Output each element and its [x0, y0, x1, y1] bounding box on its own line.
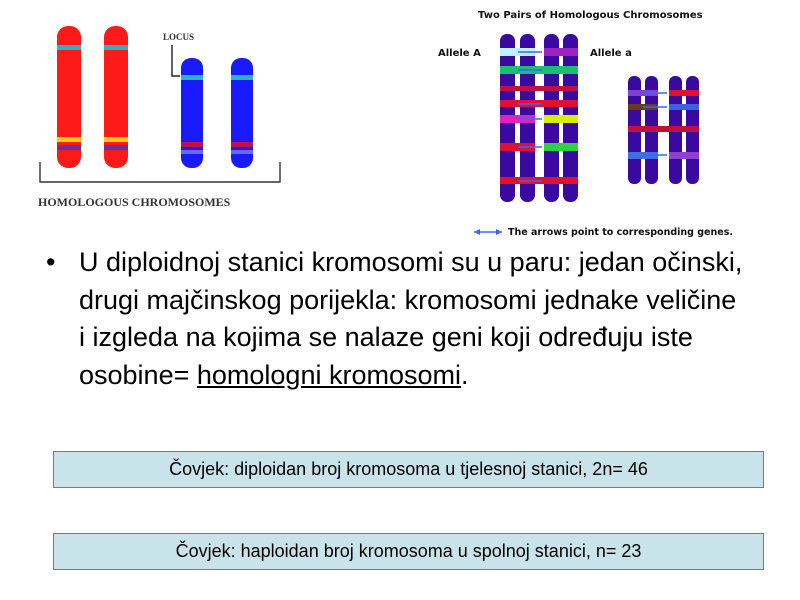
paragraph-text: U diploidnoj stanici kromosomi su u paru: jedan očinski, drugi majčinskog porijekla: kromosomi jednake veličine i izgleda na kojima se nalaze geni koji određuju iste osobine= — [79, 247, 743, 390]
two-pairs-figure — [430, 0, 770, 240]
diploid-info-box — [53, 451, 764, 488]
bullet-marker: • — [46, 247, 56, 277]
homologni-kromosomi-link[interactable]: homologni kromosomi — [196, 359, 461, 390]
bullet-paragraph — [79, 244, 746, 394]
locus-label: LOCUS — [163, 32, 195, 42]
homologous-chromosomes-figure — [30, 20, 290, 220]
bullet-point — [46, 244, 746, 394]
haploid-info-box — [53, 533, 764, 570]
allele-a-label: Allele a — [590, 48, 632, 59]
allele-A-label: Allele A — [438, 48, 481, 59]
arrows-footnote: The arrows point to corresponding genes. — [508, 227, 733, 238]
homologous-caption: HOMOLOGOUS CHROMOSOMES — [38, 195, 231, 209]
diploid-text: Čovjek: diploidan broj kromosoma u tjelesnoj stanici, 2n= 46 — [169, 459, 648, 479]
haploid-text: Čovjek: haploidan broj kromosoma u spolnoj stanici, n= 23 — [175, 541, 642, 561]
paragraph-end: . — [460, 359, 469, 390]
two-pairs-title: Two Pairs of Homologous Chromosomes — [478, 10, 703, 21]
